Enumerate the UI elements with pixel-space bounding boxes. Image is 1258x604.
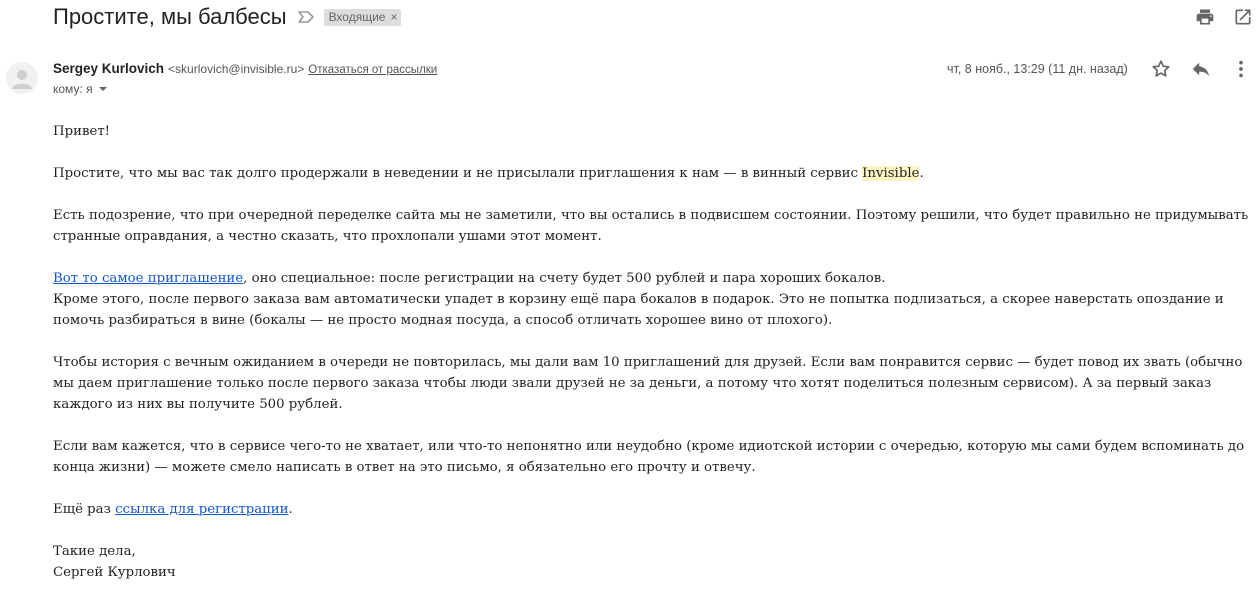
star-icon[interactable]: [1150, 58, 1172, 80]
registration-text: Ещё раз: [53, 502, 116, 517]
sender-row: [53, 61, 437, 76]
paragraph-invitation: [53, 268, 1253, 331]
email-date: чт, 8 нояб., 13:29 (11 дн. назад): [947, 62, 1128, 76]
caret-down-icon[interactable]: [99, 85, 107, 93]
paragraph-apology: [53, 163, 1253, 184]
invitation-text: , оно специальное: после регистрации на счету будет 500 рублей и пара хороших бокалов.: [243, 271, 886, 286]
open-new-window-icon[interactable]: [1233, 7, 1253, 27]
reply-icon[interactable]: [1190, 58, 1212, 80]
subject-row: [53, 3, 401, 31]
paragraph-explanation: Есть подозрение, что при очередной переделке сайта мы не заметили, что вы остались в подвисшем состоянии. Поэтому решили, что будет правильно не придумывать странные оправдания, а честно сказать, что прохлопали ушами этот момент.: [53, 208, 1249, 244]
sender-avatar[interactable]: [6, 62, 38, 94]
paragraph-apology-text: Простите, что мы вас так долго продержали в неведении и не присылали приглашения к нам — в винный сервис: [53, 166, 863, 181]
signature-block: [53, 541, 1253, 583]
email-body: [53, 121, 1253, 604]
signature-name: Сергей Курлович: [53, 565, 176, 580]
invitation-link[interactable]: Вот то самое приглашение: [53, 271, 244, 286]
paragraph-feedback: Если вам кажется, что в сервисе чего-то не хватает, или что-то непонятно или неудобно (кроме идиотской истории с очередью, которую мы сами будем вспоминать до конца жизни) — можете смело написать в ответ на это письмо, я обязательно его прочту и отвечу.: [53, 439, 1245, 475]
print-icon[interactable]: [1195, 7, 1215, 27]
signoff: Такие дела,: [53, 544, 136, 559]
unsubscribe-link[interactable]: Отказаться от рассылки: [308, 64, 438, 76]
inbox-label-text: Входящие: [328, 10, 386, 24]
inbox-label-badge[interactable]: [324, 9, 402, 26]
remove-label-button[interactable]: ×: [390, 10, 398, 24]
sender-email: <skurlovich@invisible.ru>: [168, 62, 305, 76]
more-vertical-icon[interactable]: [1231, 58, 1251, 80]
paragraph-apology-end: .: [919, 166, 924, 181]
paragraph-registration: [53, 499, 1253, 520]
email-subject: Простите, мы балбесы: [53, 4, 287, 29]
greeting: Привет!: [53, 124, 111, 139]
registration-end: .: [288, 502, 293, 517]
invitation-text-2: Кроме этого, после первого заказа вам автоматически упадет в корзину ещё пара бокалов в подарок. Это не попытка подлизаться, а скорее наверстать опоздание и помочь разбираться в вине (бокалы — не просто модная посуда, а способ отличать хорошее вино от плохого).: [53, 292, 1224, 328]
paragraph-friends: Чтобы история с вечным ожиданием в очереди не повторилась, мы дали вам 10 приглашений для друзей. Если вам понравится сервис — будет повод их звать (обычно мы даем приглашение только после первого заказа чтобы люди звали друзей не за деньги, а потому что хотят поделиться полезным сервисом). А за первый заказ каждого из них вы получите 500 рублей.: [53, 355, 1243, 412]
sender-name[interactable]: Sergey Kurlovich: [53, 61, 165, 76]
label-arrow-icon[interactable]: [297, 10, 315, 24]
highlighted-brand: Invisible: [862, 166, 920, 181]
recipient-label: кому: я: [53, 82, 93, 96]
registration-link[interactable]: ссылка для регистрации: [115, 502, 289, 517]
recipient-row: [53, 82, 107, 96]
person-avatar-icon: [6, 62, 38, 94]
